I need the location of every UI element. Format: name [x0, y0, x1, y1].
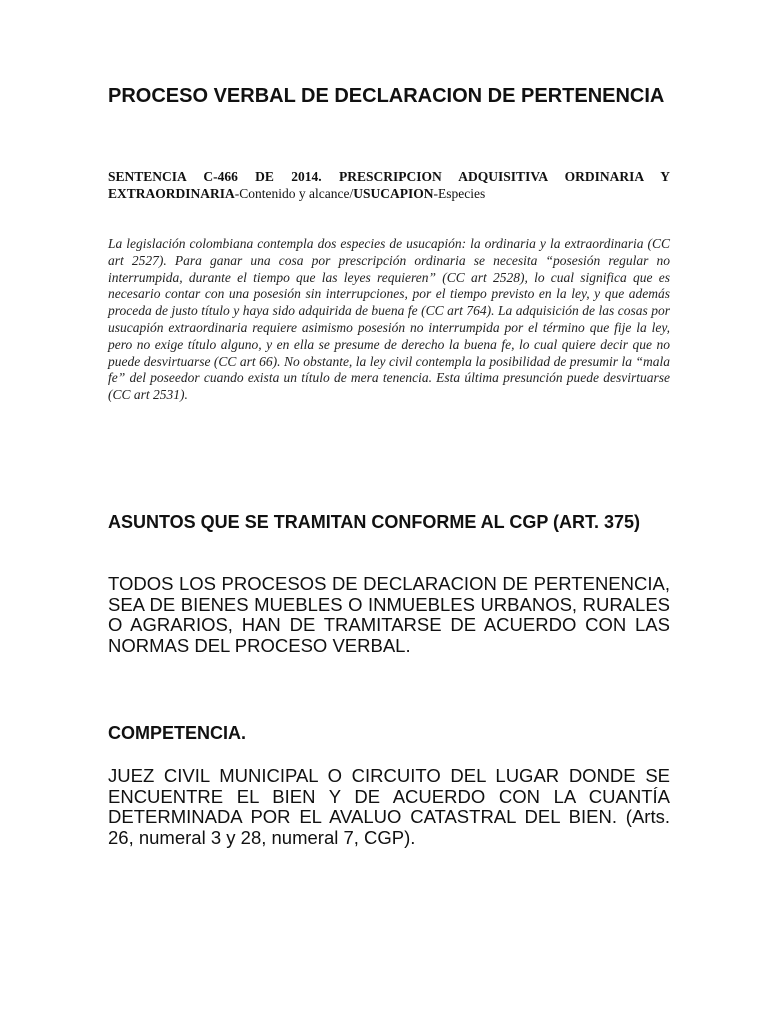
document-title: PROCESO VERBAL DE DECLARACION DE PERTENENCIA: [108, 85, 665, 107]
sentencia-heading: [108, 168, 670, 202]
asuntos-heading: ASUNTOS QUE SE TRAMITAN CONFORME AL CGP (ART. 375): [108, 512, 641, 532]
sentencia-subtitle: -Contenido y alcance/: [234, 186, 354, 201]
sentencia-especies: -Especies: [433, 186, 486, 201]
sentencia-title-bold: SENTENCIA C-466 DE 2014. PRESCRIPCION ADQUISITIVA ORDINARIA Y EXTRAORDINARIA: [108, 169, 670, 201]
asuntos-body: TODOS LOS PROCESOS DE DECLARACION DE PERTENENCIA, SEA DE BIENES MUEBLES O INMUEBLES URBANOS, RURALES O AGRARIOS, HAN DE TRAMITARSE DE ACUERDO CON LAS NORMAS DEL PROCESO VERBAL.: [108, 573, 670, 656]
sentencia-usucapion: USUCAPION: [353, 186, 434, 201]
sentencia-quote: La legislación colombiana contempla dos especies de usucapión: la ordinaria y la extraordinaria (CC art 2527). Para ganar una cosa por prescripción ordinaria se necesita “posesión regular no interrumpida, durante el tiempo que las leyes requieren” (CC art 2528), lo cual significa que es necesario contar con una posesión sin interrupciones, por el tiempo previsto en la ley, y que además proceda de justo título y haya sido adquirida de buena fe (CC art 764). La adquisición de las cosas por usucapión extraordinaria requiere asimismo posesión no interrumpida por el término que fije la ley, pero no exige título alguno, y en ella se presume de derecho la buena fe, lo cual quiere decir que no puede desvirtuarse (CC art 66). No obstante, la ley civil contempla la posibilidad de presumir la “mala fe” del poseedor cuando exista un título de mera tenencia. Esta última presunción puede desvirtuarse (CC art 2531).: [108, 236, 670, 403]
competencia-body: JUEZ CIVIL MUNICIPAL O CIRCUITO DEL LUGAR DONDE SE ENCUENTRE EL BIEN Y DE ACUERDO CON LA CUANTÍA DETERMINADA POR EL AVALUO CATASTRAL DEL BIEN. (Arts. 26, numeral 3 y 28, numeral 7, CGP).: [108, 765, 670, 848]
competencia-heading: COMPETENCIA.: [108, 723, 247, 743]
